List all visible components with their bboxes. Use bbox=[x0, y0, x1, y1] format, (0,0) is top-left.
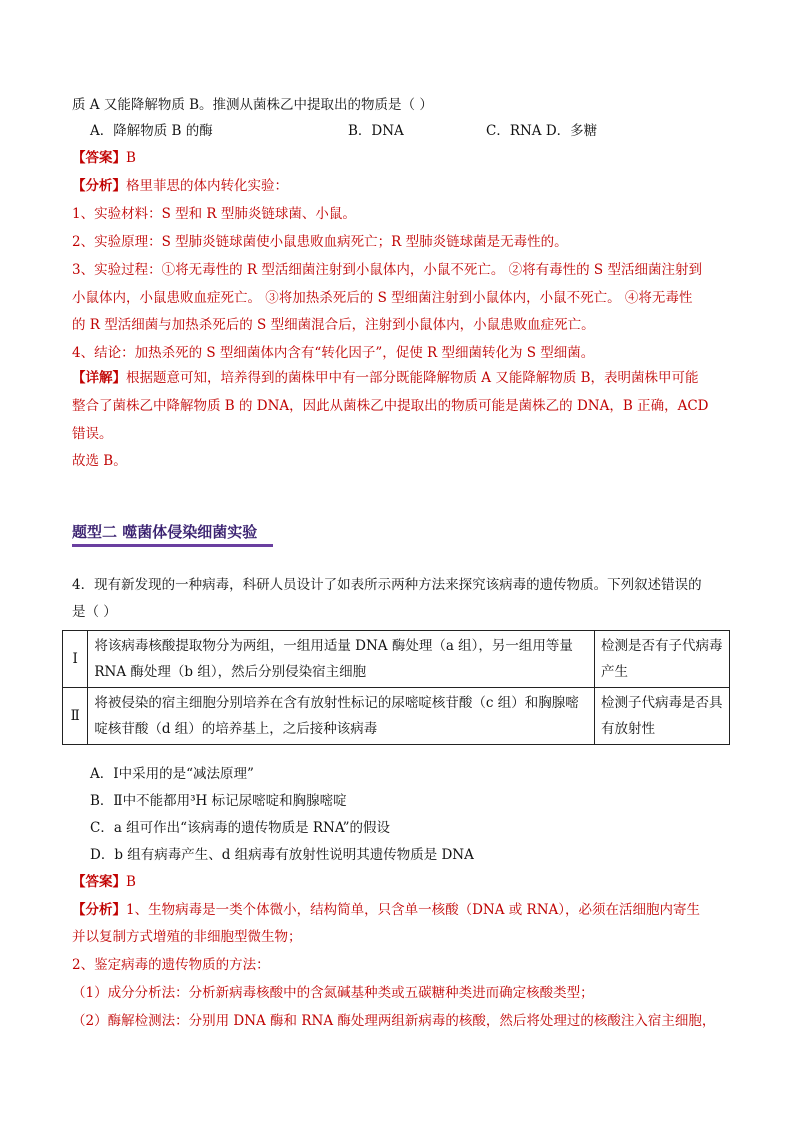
table-cell-desc: 将该病毒核酸提取物分为两组，一组用适量 DNA 酶处理（a 组），另一组用等量 RNA 酶处理（b 组），然后分别侵染宿主细胞 bbox=[88, 631, 595, 688]
section-title: 题型二 噬菌体侵染细菌实验 bbox=[72, 523, 258, 541]
answer-tag: 【答案】 bbox=[72, 874, 126, 890]
table-row bbox=[63, 688, 730, 745]
q3-point-4: 4、结论：加热杀死的 S 型细菌体内含有“转化因子”，促使 R 型细菌转化为 S 型细菌。 bbox=[72, 345, 595, 361]
table-cell-result: 检测子代病毒是否具有放射性 bbox=[594, 688, 729, 745]
q4-method-table bbox=[62, 630, 730, 745]
q4-stem-line-2: 是（ ） bbox=[72, 604, 117, 620]
q4-option-c: C．a 组可作出“该病毒的遗传物质是 RNA”的假设 bbox=[90, 820, 391, 836]
detail-text-1: 根据题意可知，培养得到的菌株甲中有一部分既能降解物质 A 又能降解物质 B，表明菌株甲可能 bbox=[126, 370, 699, 386]
table-cell-num: Ⅱ bbox=[63, 688, 88, 745]
q3-option-cd: C．RNA D．多糖 bbox=[486, 123, 598, 139]
q3-detail-2: 整合了菌株乙中降解物质 B 的 DNA，因此从菌株乙中提取出的物质可能是菌株乙的 DNA，B 正确，ACD bbox=[72, 398, 709, 414]
analysis-tag: 【分析】 bbox=[72, 902, 126, 918]
table-cell-result: 检测是否有子代病毒产生 bbox=[594, 631, 729, 688]
q4-stem-line-1: 4．现有新发现的一种病毒，科研人员设计了如表所示两种方法来探究该病毒的遗传物质。下列叙述错误的 bbox=[72, 577, 702, 593]
q3-analysis bbox=[72, 176, 288, 196]
analysis-tag: 【分析】 bbox=[72, 178, 126, 194]
q3-point-3-cont-1: 小鼠体内，小鼠患败血症死亡。 ③将加热杀死后的 S 型细菌注射到小鼠体内，小鼠不死亡。 ④将无毒性 bbox=[72, 290, 693, 306]
table-cell-desc: 将被侵染的宿主细胞分别培养在含有放射性标记的尿嘧啶核苷酸（c 组）和胸腺嘧啶核苷酸（d 组）的培养基上，之后接种该病毒 bbox=[88, 688, 595, 745]
analysis-intro: 格里菲思的体内转化实验： bbox=[126, 178, 288, 194]
q4-analysis-4: （1）成分分析法：分析新病毒核酸中的含氮碱基种类或五碳糖种类进而确定核酸类型； bbox=[72, 985, 594, 1001]
q3-point-1: 1、实验材料：S 型和 R 型肺炎链球菌、小鼠。 bbox=[72, 206, 356, 222]
q3-point-3-cont-2: 的 R 型活细菌与加热杀死后的 S 型细菌混合后，注射到小鼠体内，小鼠患败血症死亡。 bbox=[72, 317, 595, 333]
q3-stem-tail: 质 A 又能降解物质 B。推测从菌株乙中提取出的物质是（ ） bbox=[72, 97, 433, 113]
answer-tag: 【答案】 bbox=[72, 150, 126, 166]
q4-option-a: A．Ⅰ中采用的是“减法原理” bbox=[90, 766, 254, 782]
q3-point-2: 2、实验原理：S 型肺炎链球菌使小鼠患败血病死亡；R 型肺炎链球菌是无毒性的。 bbox=[72, 234, 568, 250]
q4-analysis-3: 2、鉴定病毒的遗传物质的方法： bbox=[72, 957, 270, 973]
answer-value: B bbox=[126, 150, 136, 166]
section-underline bbox=[72, 544, 273, 547]
q4-analysis-1 bbox=[72, 900, 700, 920]
answer-value: B bbox=[126, 874, 136, 890]
q4-answer bbox=[72, 872, 136, 892]
detail-tag: 【详解】 bbox=[72, 370, 126, 386]
analysis-text-1: 1、生物病毒是一类个体微小，结构简单，只含单一核酸（DNA 或 RNA），必须在活细胞内寄生 bbox=[126, 902, 701, 918]
q3-option-b: B．DNA bbox=[348, 123, 404, 139]
q4-analysis-2: 并以复制方式增殖的非细胞型微生物； bbox=[72, 929, 302, 945]
table-cell-num: Ⅰ bbox=[63, 631, 88, 688]
q4-option-d: D．b 组有病毒产生、d 组病毒有放射性说明其遗传物质是 DNA bbox=[90, 847, 474, 863]
q3-point-3: 3、实验过程：①将无毒性的 R 型活细菌注射到小鼠体内，小鼠不死亡。 ②将有毒性的 S 型活细菌注射到 bbox=[72, 262, 702, 278]
q3-option-a: A．降解物质 B 的酶 bbox=[90, 123, 213, 139]
q3-detail-3: 错误。 bbox=[72, 426, 113, 442]
q3-detail-1 bbox=[72, 368, 699, 388]
table-row bbox=[63, 631, 730, 688]
q4-analysis-5: （2）酶解检测法：分别用 DNA 酶和 RNA 酶处理两组新病毒的核酸，然后将处理过的核酸注入宿主细胞， bbox=[72, 1013, 716, 1029]
q3-answer bbox=[72, 148, 136, 168]
q3-conclusion: 故选 B。 bbox=[72, 453, 127, 469]
q4-option-b: B．Ⅱ中不能都用³H 标记尿嘧啶和胸腺嘧啶 bbox=[90, 793, 347, 809]
